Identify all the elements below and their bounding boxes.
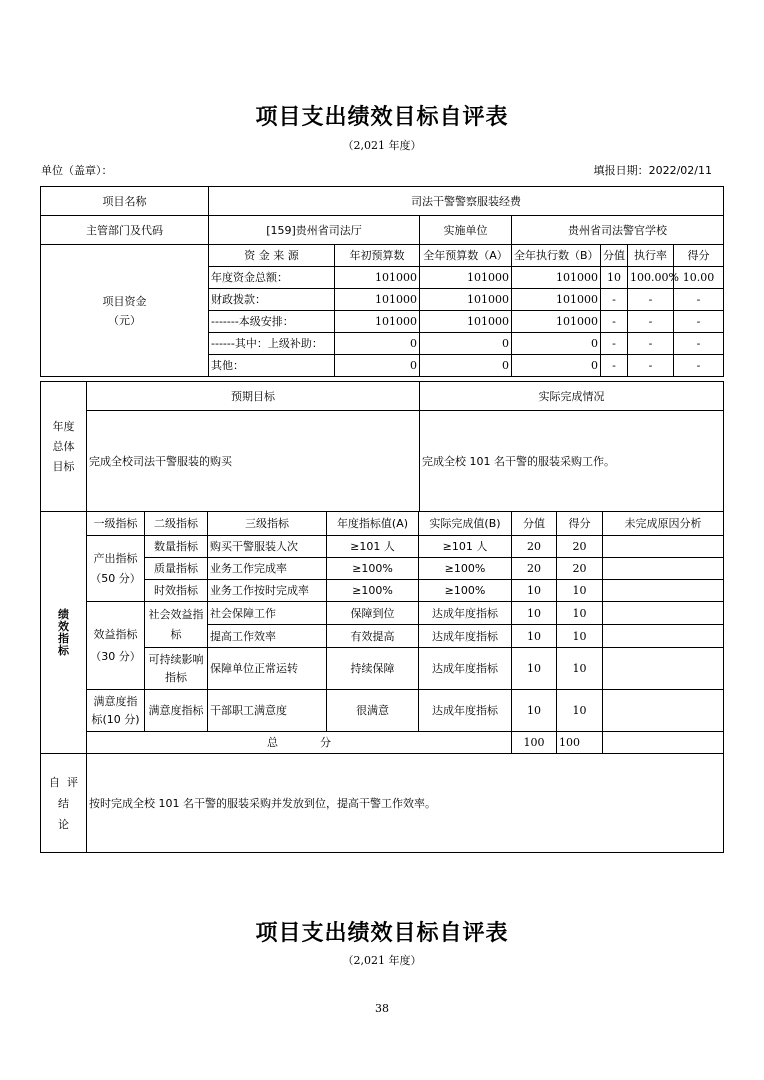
funds-header: 执行率 xyxy=(628,245,674,267)
perf-header: 分值 xyxy=(512,512,557,536)
actual-goal-header: 实际完成情况 xyxy=(420,382,724,411)
funds-header: 资 金 来 源 xyxy=(209,245,335,267)
l3-cell: 业务工作按时完成率 xyxy=(208,580,327,602)
total-row xyxy=(41,732,724,754)
perf-header: 一级指标 xyxy=(87,512,145,536)
expected-goal-header: 预期目标 xyxy=(87,382,420,411)
actual-cell: 达成年度指标 xyxy=(419,602,512,625)
actual-cell: 达成年度指标 xyxy=(419,690,512,732)
goals-label-line: 总体 xyxy=(52,439,75,453)
funds-cell: 101000 xyxy=(335,289,420,311)
get-cell: 10 xyxy=(557,602,603,625)
funds-label: 项目资金 xyxy=(102,294,147,308)
l3-cell: 干部职工满意度 xyxy=(208,690,327,732)
target-cell: 持续保障 xyxy=(327,648,419,690)
satisfaction-l1-cell: 满意度指标(10 分) xyxy=(87,690,145,732)
project-name-label: 项目名称 xyxy=(41,187,209,216)
year-label: （2,021 年度） xyxy=(342,139,422,152)
project-name: 司法干警警察服装经费 xyxy=(209,187,724,216)
conclusion-label-cell xyxy=(41,754,87,853)
l2-cell: 时效指标 xyxy=(145,580,208,602)
funds-cell: - xyxy=(628,289,674,311)
get-cell: 10 xyxy=(557,648,603,690)
funds-cell: - xyxy=(628,311,674,333)
conclusion-label-line: 结 xyxy=(58,796,69,810)
get-cell: 20 xyxy=(557,558,603,580)
reason-cell xyxy=(603,690,724,732)
satisfaction-l2-cell: 满意度指标 xyxy=(145,690,208,732)
funds-header: 全年执行数（B） xyxy=(512,245,601,267)
funds-cell: 0 xyxy=(335,355,420,377)
funds-cell: 10 xyxy=(601,267,628,289)
score-cell: 20 xyxy=(512,536,557,558)
conclusion-text: 按时完成全校 101 名干警的服装采购并发放到位，提高干警工作效率。 xyxy=(87,754,724,853)
funds-cell: 10.00 xyxy=(674,267,724,289)
perf-side-label: 绩效指标 xyxy=(58,607,69,657)
reason-cell xyxy=(603,580,724,602)
perf-row xyxy=(41,690,724,732)
funds-cell: 101000 xyxy=(420,267,512,289)
get-cell: 10 xyxy=(557,690,603,732)
target-cell: 有效提高 xyxy=(327,625,419,648)
reason-cell xyxy=(603,625,724,648)
funds-cell: 0 xyxy=(512,333,601,355)
get-cell: 10 xyxy=(557,625,603,648)
target-cell: 很满意 xyxy=(327,690,419,732)
funds-cell: - xyxy=(628,333,674,355)
perf-header: 未完成原因分析 xyxy=(603,512,724,536)
funds-cell: - xyxy=(601,311,628,333)
goals-label-line: 年度 xyxy=(52,419,75,433)
score-cell: 10 xyxy=(512,625,557,648)
score-cell: 10 xyxy=(512,690,557,732)
page2-year: （2,021 年度） xyxy=(342,954,422,967)
conclusion-table xyxy=(40,753,724,853)
funds-source: -------本级安排： xyxy=(209,311,335,333)
funds-header: 年初预算数 xyxy=(335,245,420,267)
dept-value: [159]贵州省司法厅 xyxy=(209,216,420,245)
goals-label-line: 目标 xyxy=(52,459,75,473)
get-cell: 20 xyxy=(557,536,603,558)
reason-cell xyxy=(603,732,724,754)
funds-header: 得分 xyxy=(674,245,724,267)
total-get: 100 xyxy=(557,732,603,754)
funds-cell: 0 xyxy=(420,333,512,355)
reason-cell xyxy=(603,602,724,625)
l3-cell: 提高工作效率 xyxy=(208,625,327,648)
funds-cell: 101000 xyxy=(512,289,601,311)
target-cell: ≥101 人 xyxy=(327,536,419,558)
unit-label: 单位（盖章）： xyxy=(41,164,113,177)
total-label: 总 分 xyxy=(87,732,512,754)
funds-cell: 0 xyxy=(335,333,420,355)
benefit-l1-cell xyxy=(87,602,145,690)
reason-cell xyxy=(603,648,724,690)
page-title: 项目支出绩效目标自评表 xyxy=(255,105,509,130)
funds-source: 年度资金总额： xyxy=(209,267,335,289)
date-label: 填报日期：2022/02/11 xyxy=(593,164,712,177)
perf-header: 年度指标值(A) xyxy=(327,512,419,536)
l3-cell: 购买干警服装人次 xyxy=(208,536,327,558)
score-cell: 20 xyxy=(512,558,557,580)
l3-cell: 业务工作完成率 xyxy=(208,558,327,580)
expected-goal-text: 完成全校司法干警服装的购买 xyxy=(87,411,420,512)
funds-cell: 101000 xyxy=(420,289,512,311)
reason-cell xyxy=(603,558,724,580)
goals-label-cell xyxy=(41,382,87,512)
output-l1-label: 产出指标 xyxy=(93,551,138,565)
funds-cell: - xyxy=(674,289,724,311)
funds-cell: - xyxy=(601,355,628,377)
output-l1-cell xyxy=(87,536,145,602)
actual-cell: ≥100% xyxy=(419,558,512,580)
funds-cell: - xyxy=(601,333,628,355)
social-benefit-cell: 社会效益指标 xyxy=(145,602,208,648)
funds-cell: - xyxy=(674,311,724,333)
goals-table xyxy=(40,381,724,512)
l3-cell: 社会保障工作 xyxy=(208,602,327,625)
info-funds-table xyxy=(40,186,724,377)
l2-cell: 数量指标 xyxy=(145,536,208,558)
conclusion-label-line: 论 xyxy=(58,817,69,831)
sustain-cell: 可持续影响指标 xyxy=(145,648,208,690)
perf-header: 得分 xyxy=(557,512,603,536)
perf-header: 二级指标 xyxy=(145,512,208,536)
funds-cell: 101000 xyxy=(512,267,601,289)
actual-cell: ≥100% xyxy=(419,580,512,602)
actual-goal-text: 完成全校 101 名干警的服装采购工作。 xyxy=(420,411,724,512)
score-cell: 10 xyxy=(512,580,557,602)
conclusion-label-line: 自 评 xyxy=(49,775,78,789)
benefit-l1-label: 效益指标 xyxy=(93,627,138,641)
funds-cell: 101000 xyxy=(512,311,601,333)
funds-source: ------其中：上级补助： xyxy=(209,333,335,355)
page2-title: 项目支出绩效目标自评表 xyxy=(255,921,509,946)
funds-cell: - xyxy=(601,289,628,311)
perf-header: 实际完成值(B) xyxy=(419,512,512,536)
funds-header: 分值 xyxy=(601,245,628,267)
actual-cell: 达成年度指标 xyxy=(419,625,512,648)
score-cell: 10 xyxy=(512,602,557,625)
funds-label-cell xyxy=(41,245,209,377)
funds-source: 财政拨款： xyxy=(209,289,335,311)
benefit-l1-score: （30 分） xyxy=(90,649,141,663)
get-cell: 10 xyxy=(557,580,603,602)
perf-side-label-cell xyxy=(41,512,87,754)
total-score: 100 xyxy=(512,732,557,754)
funds-cell: 101000 xyxy=(420,311,512,333)
actual-cell: ≥101 人 xyxy=(419,536,512,558)
target-cell: ≥100% xyxy=(327,558,419,580)
funds-cell: - xyxy=(674,333,724,355)
l3-cell: 保障单位正常运转 xyxy=(208,648,327,690)
funds-header: 全年预算数（A） xyxy=(420,245,512,267)
reason-cell xyxy=(603,536,724,558)
target-cell: 保障到位 xyxy=(327,602,419,625)
funds-cell: 0 xyxy=(512,355,601,377)
funds-cell: - xyxy=(674,355,724,377)
perf-table xyxy=(40,511,724,754)
target-cell: ≥100% xyxy=(327,580,419,602)
funds-cell: 0 xyxy=(420,355,512,377)
output-l1-score: （50 分） xyxy=(90,571,141,585)
page-number: 38 xyxy=(375,1002,389,1015)
funds-cell: - xyxy=(628,355,674,377)
dept-label: 主管部门及代码 xyxy=(41,216,209,245)
perf-row xyxy=(41,536,724,558)
perf-row xyxy=(41,602,724,625)
funds-source: 其他： xyxy=(209,355,335,377)
funds-cell: 101000 xyxy=(335,267,420,289)
score-cell: 10 xyxy=(512,648,557,690)
perf-header: 三级指标 xyxy=(208,512,327,536)
funds-cell: 100.00% xyxy=(628,267,674,289)
funds-unit: （元） xyxy=(108,313,141,327)
l2-cell: 质量指标 xyxy=(145,558,208,580)
funds-cell: 101000 xyxy=(335,311,420,333)
actual-cell: 达成年度指标 xyxy=(419,648,512,690)
impl-value: 贵州省司法警官学校 xyxy=(512,216,724,245)
impl-label: 实施单位 xyxy=(420,216,512,245)
